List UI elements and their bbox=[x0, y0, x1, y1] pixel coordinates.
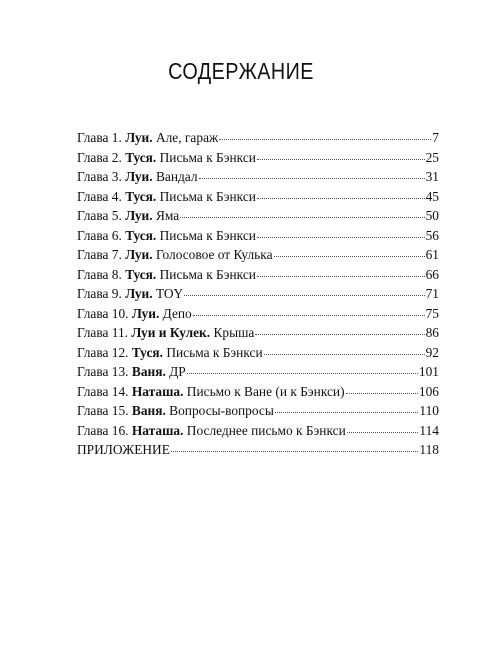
dot-leader bbox=[274, 256, 425, 257]
toc-entry-label bbox=[77, 150, 256, 166]
toc-entry bbox=[77, 345, 439, 365]
toc-entry-label bbox=[77, 247, 273, 263]
chapter-narrator: Луи. bbox=[125, 286, 153, 301]
dot-leader bbox=[193, 315, 425, 316]
page-number: 50 bbox=[425, 208, 439, 223]
chapter-narrator: Ваня. bbox=[131, 364, 166, 379]
chapter-narrator: Туся. bbox=[125, 188, 157, 204]
toc-entry bbox=[77, 247, 439, 267]
toc-entry bbox=[77, 267, 439, 287]
toc-entry-label bbox=[77, 189, 256, 205]
toc-entry-label bbox=[77, 286, 183, 302]
toc-entry bbox=[77, 169, 439, 189]
chapter-narrator: Ваня. bbox=[131, 403, 166, 418]
chapter-title: Депо bbox=[159, 305, 192, 321]
toc-entry-label bbox=[77, 384, 345, 400]
toc-entry bbox=[77, 442, 439, 462]
chapter-title: Але, гараж bbox=[152, 130, 219, 145]
page-title: СОДЕРЖАНИЕ bbox=[168, 58, 314, 84]
chapter-narrator: Наташа. bbox=[131, 422, 184, 438]
page-number: 25 bbox=[425, 149, 439, 165]
chapter-number: Глава 2. bbox=[77, 149, 126, 165]
page-number: 92 bbox=[425, 344, 439, 360]
toc-entry bbox=[77, 384, 439, 404]
dot-leader bbox=[187, 373, 418, 374]
page-number: 7 bbox=[432, 130, 439, 145]
toc-entry-label bbox=[77, 306, 192, 322]
toc-entry bbox=[77, 228, 439, 248]
chapter-narrator: Луи. bbox=[125, 130, 153, 145]
chapter-title: Крыша bbox=[210, 325, 255, 340]
chapter-narrator: Туся. bbox=[125, 266, 157, 282]
page-number: 118 bbox=[419, 442, 439, 457]
table-of-contents bbox=[77, 130, 439, 462]
page-number: 101 bbox=[418, 364, 439, 379]
chapter-title: TOY bbox=[152, 286, 184, 301]
toc-entry-label bbox=[77, 423, 346, 439]
dot-leader bbox=[257, 198, 425, 199]
chapter-narrator: Луи. bbox=[125, 247, 153, 262]
chapter-number: Глава 12. bbox=[77, 344, 132, 360]
page-number: 45 bbox=[425, 188, 439, 204]
toc-entry bbox=[77, 364, 439, 384]
chapter-number: Глава 6. bbox=[77, 227, 126, 243]
chapter-title: Письма к Бэнкси bbox=[156, 188, 256, 204]
chapter-number: Глава 4. bbox=[77, 188, 126, 204]
dot-leader bbox=[255, 334, 424, 335]
dot-leader bbox=[171, 451, 419, 452]
page-number: 31 bbox=[425, 169, 439, 184]
chapter-number: Глава 1. bbox=[77, 130, 126, 145]
chapter-number: Глава 14. bbox=[77, 383, 132, 399]
page-number: 66 bbox=[425, 266, 439, 282]
dot-leader bbox=[275, 412, 419, 413]
dot-leader bbox=[257, 237, 425, 238]
chapter-title: Яма bbox=[152, 208, 180, 223]
toc-entry bbox=[77, 189, 439, 209]
chapter-number: Глава 13. bbox=[77, 364, 132, 379]
chapter-narrator: Туся. bbox=[131, 344, 163, 360]
chapter-narrator: Луи. bbox=[131, 305, 160, 321]
chapter-narrator: Наташа. bbox=[131, 383, 184, 399]
toc-entry bbox=[77, 306, 439, 326]
chapter-narrator: Луи. bbox=[125, 169, 153, 184]
page-number: 75 bbox=[425, 305, 439, 321]
chapter-title: Вандал bbox=[152, 169, 198, 184]
page-number: 110 bbox=[419, 403, 439, 418]
page-number: 56 bbox=[425, 227, 439, 243]
toc-entry-label bbox=[77, 208, 179, 224]
toc-entry-label bbox=[77, 345, 263, 361]
toc-entry bbox=[77, 423, 439, 443]
dot-leader bbox=[264, 354, 425, 355]
chapter-title: Письмо к Ване (и к Бэнкси) bbox=[183, 383, 345, 399]
page-number: 86 bbox=[425, 325, 439, 340]
toc-entry-label bbox=[77, 169, 198, 185]
toc-entry-label bbox=[77, 364, 186, 380]
toc-entry bbox=[77, 130, 439, 150]
toc-entry bbox=[77, 403, 439, 423]
chapter-narrator: Туся. bbox=[125, 227, 157, 243]
chapter-title: Письма к Бэнкси bbox=[156, 149, 256, 165]
page-number: 71 bbox=[425, 286, 439, 301]
dot-leader bbox=[346, 393, 418, 394]
chapter-number: Глава 5. bbox=[77, 208, 126, 223]
toc-entry bbox=[77, 208, 439, 228]
chapter-number: Глава 9. bbox=[77, 286, 126, 301]
dot-leader bbox=[184, 295, 424, 296]
toc-entry-label bbox=[77, 130, 218, 146]
chapter-narrator: Туся. bbox=[125, 149, 157, 165]
dot-leader bbox=[257, 159, 425, 160]
toc-entry bbox=[77, 325, 439, 345]
chapter-number: Глава 10. bbox=[77, 305, 132, 321]
dot-leader bbox=[347, 432, 419, 433]
chapter-title: ДР bbox=[165, 364, 186, 379]
toc-entry-label bbox=[77, 325, 254, 341]
dot-leader bbox=[180, 217, 424, 218]
toc-entry bbox=[77, 150, 439, 170]
page-number: 106 bbox=[418, 383, 439, 399]
chapter-title: Письма к Бэнкси bbox=[156, 227, 256, 243]
page-number: 114 bbox=[419, 422, 439, 438]
toc-entry-label bbox=[77, 403, 274, 419]
chapter-title: Вопросы-вопросы bbox=[165, 403, 274, 418]
page-number: 61 bbox=[425, 247, 439, 262]
chapter-title: Письма к Бэнкси bbox=[162, 344, 263, 360]
chapter-title: Голосовое от Кулька bbox=[152, 247, 273, 262]
toc-entry bbox=[77, 286, 439, 306]
dot-leader bbox=[199, 178, 425, 179]
chapter-title: Письма к Бэнкси bbox=[156, 266, 256, 282]
chapter-narrator: Луи и Кулек. bbox=[131, 325, 211, 340]
chapter-number: Глава 7. bbox=[77, 247, 126, 262]
chapter-narrator: Луи. bbox=[125, 208, 153, 223]
chapter-number: Глава 8. bbox=[77, 266, 126, 282]
toc-entry-label bbox=[77, 228, 256, 244]
chapter-number: Глава 15. bbox=[77, 403, 132, 418]
chapter-number: Глава 3. bbox=[77, 169, 126, 184]
toc-entry-label bbox=[77, 442, 170, 458]
dot-leader bbox=[219, 139, 431, 140]
chapter-number: Глава 11. bbox=[77, 325, 132, 340]
dot-leader bbox=[257, 276, 425, 277]
toc-entry-label bbox=[77, 267, 256, 283]
appendix-label: ПРИЛОЖЕНИЕ bbox=[77, 442, 170, 457]
chapter-title: Последнее письмо к Бэнкси bbox=[183, 422, 346, 438]
chapter-number: Глава 16. bbox=[77, 422, 132, 438]
